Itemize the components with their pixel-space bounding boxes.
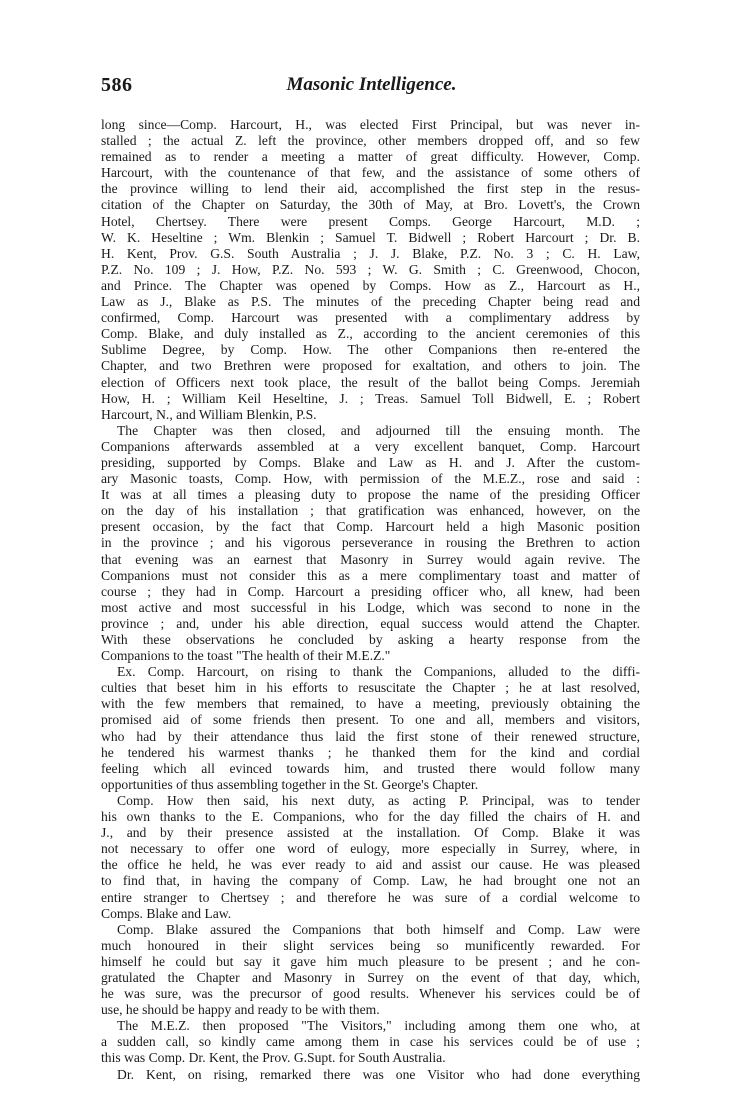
text-line: Comp. Blake assured the Companions that both himself and Comp. Law were: [117, 921, 640, 937]
text-line: feeling which all evinced towards him, and trusted there would follow many: [101, 760, 640, 776]
text-line: he tendered his warmest thanks ; he thanked them for the kind and cordial: [101, 744, 640, 760]
page-number: 586: [101, 74, 133, 96]
text-line: Comp. How then said, his next duty, as acting P. Principal, was to tender: [117, 792, 640, 808]
text-line: Ex. Comp. Harcourt, on rising to thank the Companions, alluded to the diffi-: [117, 664, 640, 680]
text-line: election of Officers next took place, the result of the ballot being Comps. Jeremiah: [101, 374, 640, 390]
text-line: a sudden call, so kindly came among them in case his services could be of use ;: [101, 1034, 640, 1050]
page-header: [0, 74, 743, 104]
text-line: with the few members that remained, to have a meeting, previously obtaining the: [101, 696, 640, 712]
text-line: Companions must not consider this as a mere complimentary toast and matter of: [101, 567, 640, 583]
text-line: remained as to render a meeting a matter of great difficulty. However, Comp.: [101, 149, 640, 165]
text-line: long since—Comp. Harcourt, H., was elected First Principal, but was never in-: [101, 117, 640, 132]
text-line: J., and by their presence assisted at the installation. Of Comp. Blake it was: [101, 825, 640, 841]
text-line: H. Kent, Prov. G.S. South Australia ; J. J. Blake, P.Z. No. 3 ; C. H. Law,: [101, 245, 640, 261]
text-line: opportunities of thus assembling together in the St. George's Chapter.: [101, 776, 479, 792]
text-line: province ; and, under his able direction, equal success would attend the Chapter.: [101, 615, 640, 631]
text-line: The Chapter was then closed, and adjourned till the ensuing month. The: [117, 422, 640, 438]
text-line: who had by their attendance thus laid the first stone of their renewed structure,: [101, 728, 640, 744]
text-line: that evening was an earnest that Masonry in Surrey would again revive. The: [101, 551, 640, 567]
text-line: gratulated the Chapter and Masonry in Surrey on the event of that day, which,: [101, 969, 640, 985]
text-line: present occasion, by the fact that Comp. Harcourt held a high Masonic position: [101, 519, 640, 535]
text-line: Harcourt, N., and William Blenkin, P.S.: [101, 406, 317, 422]
text-line: not necessary to offer one word of eulogy, more especially in Surrey, where, in: [101, 841, 640, 857]
text-line: himself he could but say it gave him much pleasure to be present ; and he con-: [101, 953, 640, 969]
text-line: Chapter, and two Brethren were proposed for exaltation, and others to join. The: [101, 358, 640, 374]
text-line: confirmed, Comp. Harcourt was presented with a complimentary address by: [101, 310, 640, 326]
article-body: [101, 117, 640, 1083]
text-line: How, H. ; William Keil Heseltine, J. ; Treas. Samuel Toll Bidwell, E. ; Robert: [101, 390, 640, 406]
text-line: most active and most successful in his Lodge, which was second to none in the: [101, 599, 640, 615]
text-line: presiding, supported by Comps. Blake and Law as H. and J. After the custom-: [101, 454, 640, 470]
text-line: culties that beset him in his efforts to resuscitate the Chapter ; he at last resolved,: [101, 680, 640, 696]
text-line: Dr. Kent, on rising, remarked there was one Visitor who had done everything: [117, 1066, 640, 1082]
text-line: on the day of his installation ; that gratification was enhanced, however, on the: [101, 503, 640, 519]
text-line: Companions to the toast "The health of their M.E.Z.": [101, 648, 391, 664]
text-line: Comp. Blake, and duly installed as Z., according to the ancient ceremonies of this: [101, 326, 640, 342]
text-line: the office he held, he was ever ready to aid and assist our cause. He was pleased: [101, 857, 640, 873]
text-line: W. K. Heseltine ; Wm. Blenkin ; Samuel T. Bidwell ; Robert Harcourt ; Dr. B.: [101, 229, 640, 245]
text-line: Comps. Blake and Law.: [101, 905, 232, 921]
text-line: ary Masonic toasts, Comp. How, with permission of the M.E.Z., rose and said :: [101, 471, 640, 487]
text-line: to find that, in having the company of Comp. Law, he had brought one not an: [101, 873, 640, 889]
text-line: the province willing to lend their aid, accomplished the first step in the resus-: [101, 181, 640, 197]
text-line: Harcourt, with the countenance of that few, and the assistance of some others of: [101, 165, 640, 181]
text-line: P.Z. No. 109 ; J. How, P.Z. No. 593 ; W. G. Smith ; C. Greenwood, Chocon,: [101, 261, 640, 277]
text-line: promised aid of some friends then present. To one and all, members and visitors,: [101, 712, 640, 728]
text-line: entire stranger to Chertsey ; and therefore he was sure of a cordial welcome to: [101, 889, 640, 905]
text-line: Hotel, Chertsey. There were present Comps. George Harcourt, M.D. ;: [101, 213, 640, 229]
text-line: he was sure, was the precursor of good results. Whenever his services could be of: [101, 986, 640, 1002]
text-line: Companions afterwards assembled at a very excellent banquet, Comp. Harcourt: [101, 438, 640, 454]
text-line: in the province ; and his vigorous perseverance in rousing the Brethren to action: [101, 535, 640, 551]
text-line: and Prince. The Chapter was opened by Comps. How as Z., Harcourt as H.,: [101, 277, 640, 293]
text-line: The M.E.Z. then proposed "The Visitors," including among them one who, at: [117, 1018, 640, 1034]
text-line: use, he should be happy and ready to be with them.: [101, 1002, 380, 1018]
running-title: Masonic Intelligence.: [286, 74, 457, 95]
text-line: citation of the Chapter on Saturday, the 30th of May, at Bro. Lovett's, the Crown: [101, 197, 640, 213]
text-line: course ; they had in Comp. Harcourt a presiding officer who, all knew, had been: [101, 583, 640, 599]
text-line: this was Comp. Dr. Kent, the Prov. G.Supt. for South Australia.: [101, 1050, 446, 1066]
text-line: Sublime Degree, by Comp. How. The other Companions then re-entered the: [101, 342, 640, 358]
text-line: It was at all times a pleasing duty to propose the name of the presiding Officer: [101, 487, 640, 503]
text-line: much honoured in their slight services being so munificently rewarded. For: [101, 937, 640, 953]
text-line: his own thanks to the E. Companions, who for the day filled the chairs of H. and: [101, 809, 640, 825]
text-line: With these observations he concluded by asking a hearty response from the: [101, 632, 640, 647]
text-line: stalled ; the actual Z. left the province, other members dropped off, and so few: [101, 133, 640, 149]
text-line: Law as J., Blake as P.S. The minutes of the preceding Chapter being read and: [101, 294, 640, 310]
